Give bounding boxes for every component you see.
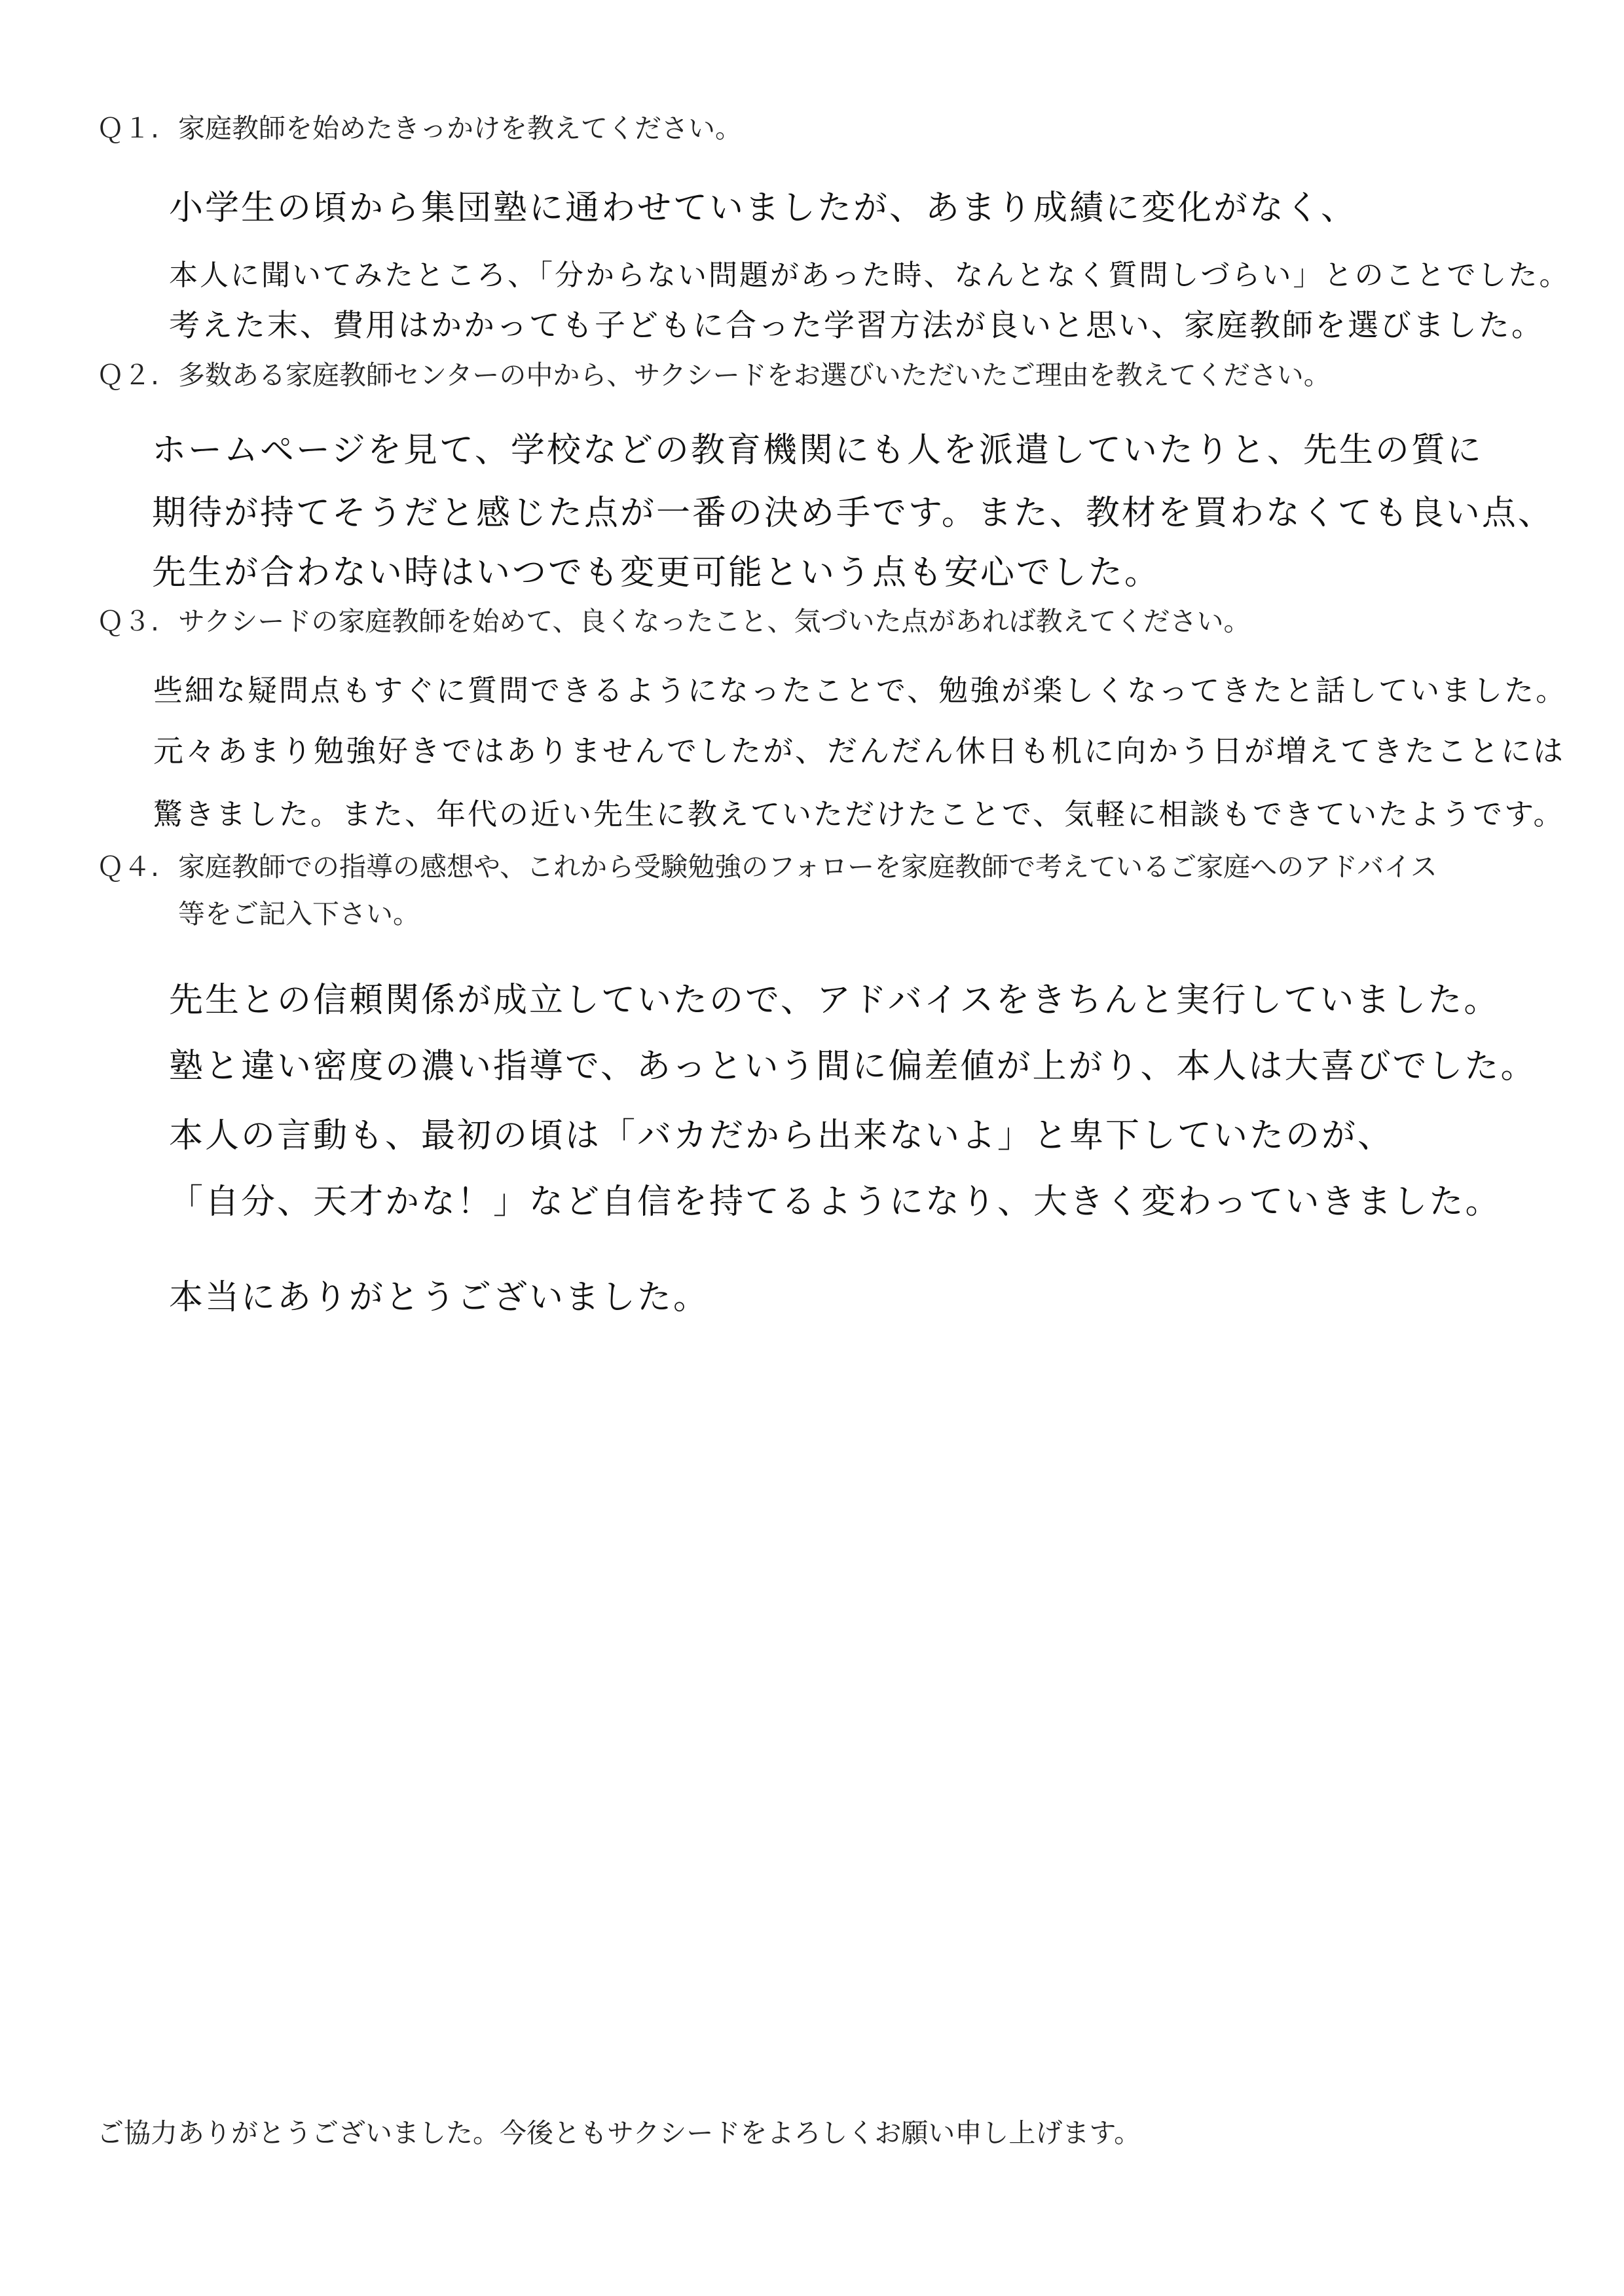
answer-text: 些細な疑問点もすぐに質問できるようになったことで、勉強が楽しくなってきたと話していました。 [153,673,1568,708]
answer-line [169,972,1610,1020]
question-number: Ｑ３. [97,606,160,637]
answer-line [153,790,1594,831]
answer-text: 本当にありがとうございました。 [169,1278,710,1317]
answer-line [169,1038,1610,1086]
answer-text: 小学生の頃から集団塾に通わせていましたが、あまり成績に変化がなく、 [169,189,1357,228]
question-number: Ｑ４. [97,851,160,883]
answer-line [169,1269,1610,1317]
answer-text: 考えた末、費用はかかっても子どもに合った学習方法が良いと思い、家庭教師を選びました。 [169,308,1544,344]
question-text: 家庭教師を始めたきっかけを教えてください。 [178,113,742,144]
answer-text: 「自分、天才かな！」など自信を持てるようになり、大きく変わっていきました。 [169,1182,1502,1222]
question-4 [97,843,1538,938]
answer-text: 元々あまり勉強好きではありませんでしたが、だんだん休日も机に向かう日が増えてきたことには [153,733,1565,769]
answer-line [169,251,1610,292]
answer-line [153,727,1594,769]
question-text: 多数ある家庭教師センターの中から、サクシードをお選びいただいたご理由を教えてください。 [178,359,1331,391]
question-text-continued: 等をご記入下さい。 [178,898,420,930]
answer-text: 先生が合わない時はいつでも変更可能という点も安心でした。 [152,553,1161,592]
answer-line [152,485,1593,533]
question-1 [97,105,1538,152]
closing-message: ご協力ありがとうございました。今後ともサクシードをよろしくお願い申し上げます。 [97,2117,1141,2149]
answer-text: 塾と違い密度の濃い指導で、あっという間に偏差値が上がり、本人は大喜びでした。 [169,1047,1537,1086]
question-3 [97,598,1538,645]
question-2 [97,352,1538,399]
answer-text: 先生との信頼関係が成立していたので、アドバイスをきちんと実行していました。 [169,981,1500,1020]
answer-line [169,180,1610,228]
answer-line [152,422,1593,470]
answer-text: ホームページを見て、学校などの教育機関にも人を派遣していたりと、先生の質に [152,431,1483,470]
answer-line [153,666,1594,708]
answer-text: 驚きました。また、年代の近い先生に教えていただけたことで、気軽に相談もできていたようです。 [153,797,1565,831]
answer-line [169,1174,1610,1222]
answer-text: 本人の言動も、最初の頃は「バカだから出来ないよ」と卑下していたのが、 [169,1116,1394,1156]
question-text: サクシードの家庭教師を始めて、良くなったこと、気づいた点があれば教えてください。 [178,606,1251,637]
answer-line [169,301,1610,344]
answer-text: 本人に聞いてみたところ、「分からない問題があった時、なんとなく質問しづらい」とのことでした。 [169,259,1570,292]
question-number: Ｑ１. [97,113,160,144]
answer-text: 期待が持てそうだと感じた点が一番の決め手です。また、教材を買わなくても良い点、 [152,494,1554,533]
question-text: 家庭教師での指導の感想や、これから受験勉強のフォローを家庭教師で考えているご家庭へのアドバイス [178,851,1437,883]
question-number: Ｑ２. [97,359,160,391]
